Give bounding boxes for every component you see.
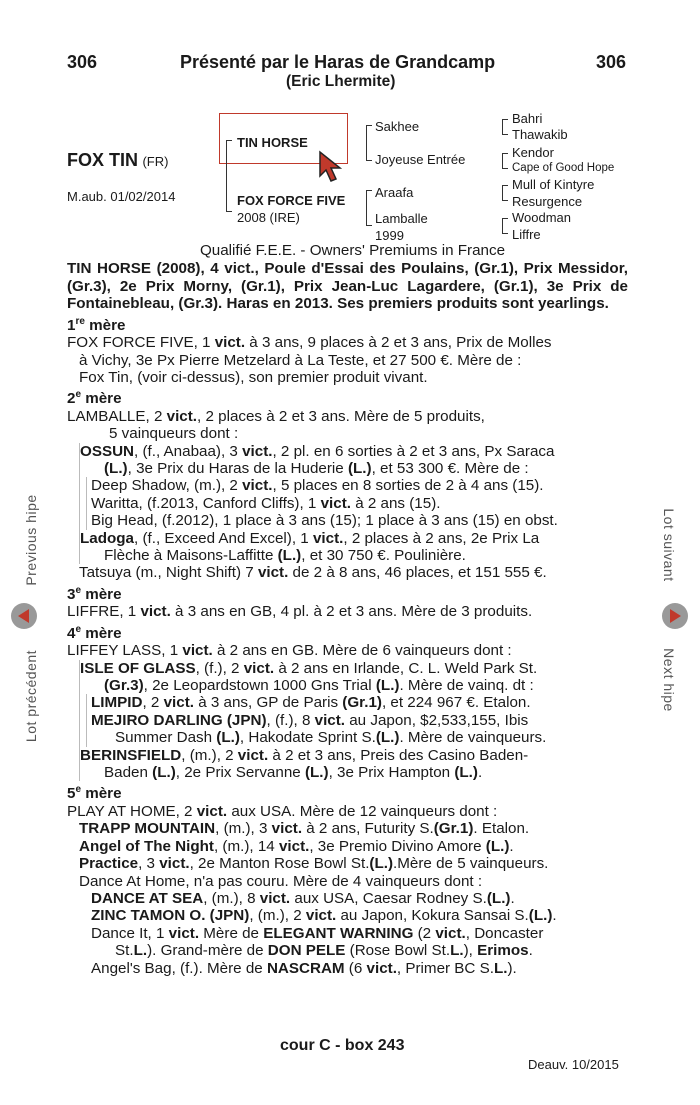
lot-number-right: 306 (596, 52, 627, 72)
ancestor-gen3: Kendor (512, 145, 554, 160)
grandsire-sire-side: Sakhee (375, 119, 420, 134)
lot-number-left: 306 (67, 52, 98, 72)
produce-block (79, 660, 628, 782)
consignor-name: (Eric Lhermite) (286, 73, 396, 90)
ancestor-gen3: Woodman (512, 210, 572, 225)
produce-entry: Deep Shadow, (m.), 2 vict., 5 places en 8 sorties de 2 à 4 ans (15). (91, 477, 544, 495)
produce-entry: TRAPP MOUNTAIN, (m.), 3 vict. à 2 ans, Futurity S.(Gr.1). Etalon. (79, 820, 530, 838)
produce-entry: Big Head, (f.2012), 1 place à 3 ans (15); 1 place à 3 ans (15) en obst. (91, 512, 558, 530)
produce-entry: Summer Dash (L.), Hakodate Sprint S.(L.). Mère de vainqueurs. (115, 729, 547, 747)
qualification-line: Qualifié F.E.E. - Owners' Premiums in France (199, 242, 506, 259)
catalogue-body (67, 242, 628, 977)
dam-record: PLAY AT HOME, 2 vict. aux USA. Mère de 12 vainqueurs dont : (67, 802, 498, 820)
pedigree-bracket (502, 153, 508, 169)
chevron-left-icon (11, 603, 37, 629)
produce-entry: LIMPID, 2 vict. à 3 ans, GP de Paris (Gr.1), et 224 967 €. Etalon. (91, 694, 531, 712)
produce-entry: BERINSFIELD, (m.), 2 vict. à 2 et 3 ans, Preis des Casino Baden- (80, 746, 529, 764)
produce-entry: Angel of The Night, (m.), 14 vict., 3e Premio Divino Amore (L.). (79, 837, 514, 855)
section-1st-dam: 1re mère (67, 315, 126, 334)
section-4th-dam: 4e mère (67, 623, 122, 642)
ancestor-gen3: Bahri (512, 111, 543, 126)
previous-lot-link[interactable]: Lot précédent (23, 649, 39, 743)
section-5th-dam: 5e mère (67, 784, 122, 803)
produce-entry: DANCE AT SEA, (m.), 8 vict. aux USA, Caesar Rodney S.(L.). (91, 889, 515, 907)
ancestor-gen3: Thawakib (512, 127, 568, 142)
horse-country: (FR) (142, 154, 169, 169)
previous-hipe-link[interactable]: Previous hipe (23, 494, 39, 586)
pedigree-bracket (226, 140, 232, 212)
produce-entry: Fox Tin, (voir ci-dessus), son premier produit vivant. (79, 368, 428, 386)
next-hipe-link[interactable]: Next hipe (661, 648, 677, 712)
ancestor-gen3: Resurgence (512, 194, 583, 209)
produce-block (67, 890, 628, 977)
pedigree-bracket (366, 190, 372, 226)
produce-block (86, 694, 628, 746)
previous-lot-button[interactable] (11, 603, 37, 629)
pedigree-bracket (502, 119, 508, 135)
produce-entry: Tatsuya (m., Night Shift) 7 vict. de 2 à 8 ans, 46 places, et 151 555 €. (79, 564, 547, 582)
dam-record: LAMBALLE, 2 vict., 2 places à 2 et 3 ans. Mère de 5 produits, (67, 407, 485, 425)
produce-entry: Baden (L.), 2e Prix Servanne (L.), 3e Prix Hampton (L.). (104, 764, 483, 782)
produce-entry: Dance At Home, n'a pas couru. Mère de 4 vainqueurs dont : (79, 872, 483, 890)
sale-reference: Deauv. 10/2015 (528, 1057, 619, 1072)
dam-record: LIFFEY LASS, 1 vict. à 2 ans en GB. Mère de 6 vainqueurs dont : (67, 642, 512, 660)
produce-entry: OSSUN, (f., Anabaa), 3 vict., 2 pl. en 6 sorties à 2 et 3 ans, Px Saraca (80, 442, 555, 460)
next-lot-button[interactable] (662, 603, 688, 629)
produce-entry: Flèche à Maisons-Laffitte (L.), et 30 750 €. Poulinière. (104, 547, 466, 565)
produce-entry: St.L.). Grand-mère de DON PELE (Rose Bowl St.L.), Erimos. (115, 942, 533, 960)
stable-box: cour C - box 243 (280, 1037, 405, 1054)
chevron-right-icon (662, 603, 688, 629)
produce-entry: Practice, 3 vict., 2e Manton Rose Bowl St.(L.).Mère de 5 vainqueurs. (79, 855, 549, 873)
dam-info: 2008 (IRE) (237, 210, 300, 225)
produce-entry: (Gr.3), 2e Leopardstown 1000 Gns Trial (L.). Mère de vainq. dt : (104, 677, 534, 694)
pedigree-bracket (502, 218, 508, 234)
horse-birth: M.aub. 01/02/2014 (67, 189, 176, 204)
produce-entry: ZINC TAMON O. (JPN), (m.), 2 vict. au Japon, Kokura Sansai S.(L.). (91, 907, 557, 925)
grandsire-dam-side: Araafa (375, 185, 414, 200)
pedigree-bracket (366, 125, 372, 161)
ancestor-gen3: Cape of Good Hope (512, 162, 615, 174)
granddam-year: 1999 (375, 228, 404, 243)
produce-entry: Angel's Bag, (f.). Mère de NASCRAM (6 vict., Primer BC S.L.). (91, 959, 517, 977)
produce-entry: ISLE OF GLASS, (f.), 2 vict. à 2 ans en Irlande, C. L. Weld Park St. (80, 659, 538, 677)
dam-record: FOX FORCE FIVE, 1 vict. à 3 ans, 9 places à 2 et 3 ans, Prix de Molles (67, 334, 552, 352)
produce-entry: Ladoga, (f., Exceed And Excel), 1 vict., 2 places à 2 ans, 2e Prix La (80, 529, 540, 547)
produce-block (86, 477, 628, 529)
produce-entry: (L.), 3e Prix du Haras de la Huderie (L.), et 53 300 €. Mère de : (104, 460, 529, 477)
horse-name (67, 150, 168, 171)
sire-description: TIN HORSE (2008), 4 vict., Poule d'Essai des Poulains, (Gr.1), Prix Messidor, (Gr.3), 2e Prix Morny, (Gr.1), Prix Jean-Luc Lagardere, (Gr.1), 3e Prix de Fontainebleau, (Gr.3). Haras en 2013. Ses premiers produits sont yearlings. (67, 260, 628, 313)
ancestor-gen3: Mull of Kintyre (512, 177, 595, 192)
produce-block (79, 443, 628, 565)
produce-entry: Dance It, 1 vict. Mère de ELEGANT WARNING (2 vict., Doncaster (91, 924, 544, 942)
horse-name-text: FOX TIN (67, 150, 138, 170)
pedigree-bracket (502, 185, 508, 201)
sire-name[interactable]: TIN HORSE (237, 135, 308, 150)
dam-record: 5 vainqueurs dont : (109, 425, 239, 443)
granddam-sire-side: Joyeuse Entrée (375, 152, 466, 167)
dam-name: FOX FORCE FIVE (237, 193, 346, 208)
cursor-arrow-icon (318, 150, 348, 184)
dam-record: à Vichy, 3e Px Pierre Metzelard à La Teste, et 27 500 €. Mère de : (79, 351, 522, 369)
granddam-dam-side: Lamballe (375, 211, 428, 226)
produce-entry: Waritta, (f.2013, Canford Cliffs), 1 vict. à 2 ans (15). (91, 494, 441, 512)
page-title: Présenté par le Haras de Grandcamp (180, 52, 496, 72)
next-lot-link[interactable]: Lot suivant (661, 508, 677, 582)
ancestor-gen3: Liffre (512, 227, 541, 242)
section-3rd-dam: 3e mère (67, 584, 122, 603)
produce-entry: MEJIRO DARLING (JPN), (f.), 8 vict. au Japon, $2,533,155, Ibis (91, 711, 529, 729)
dam-record: LIFFRE, 1 vict. à 3 ans en GB, 4 pl. à 2 et 3 ans. Mère de 3 produits. (67, 603, 533, 621)
section-2nd-dam: 2e mère (67, 389, 122, 408)
